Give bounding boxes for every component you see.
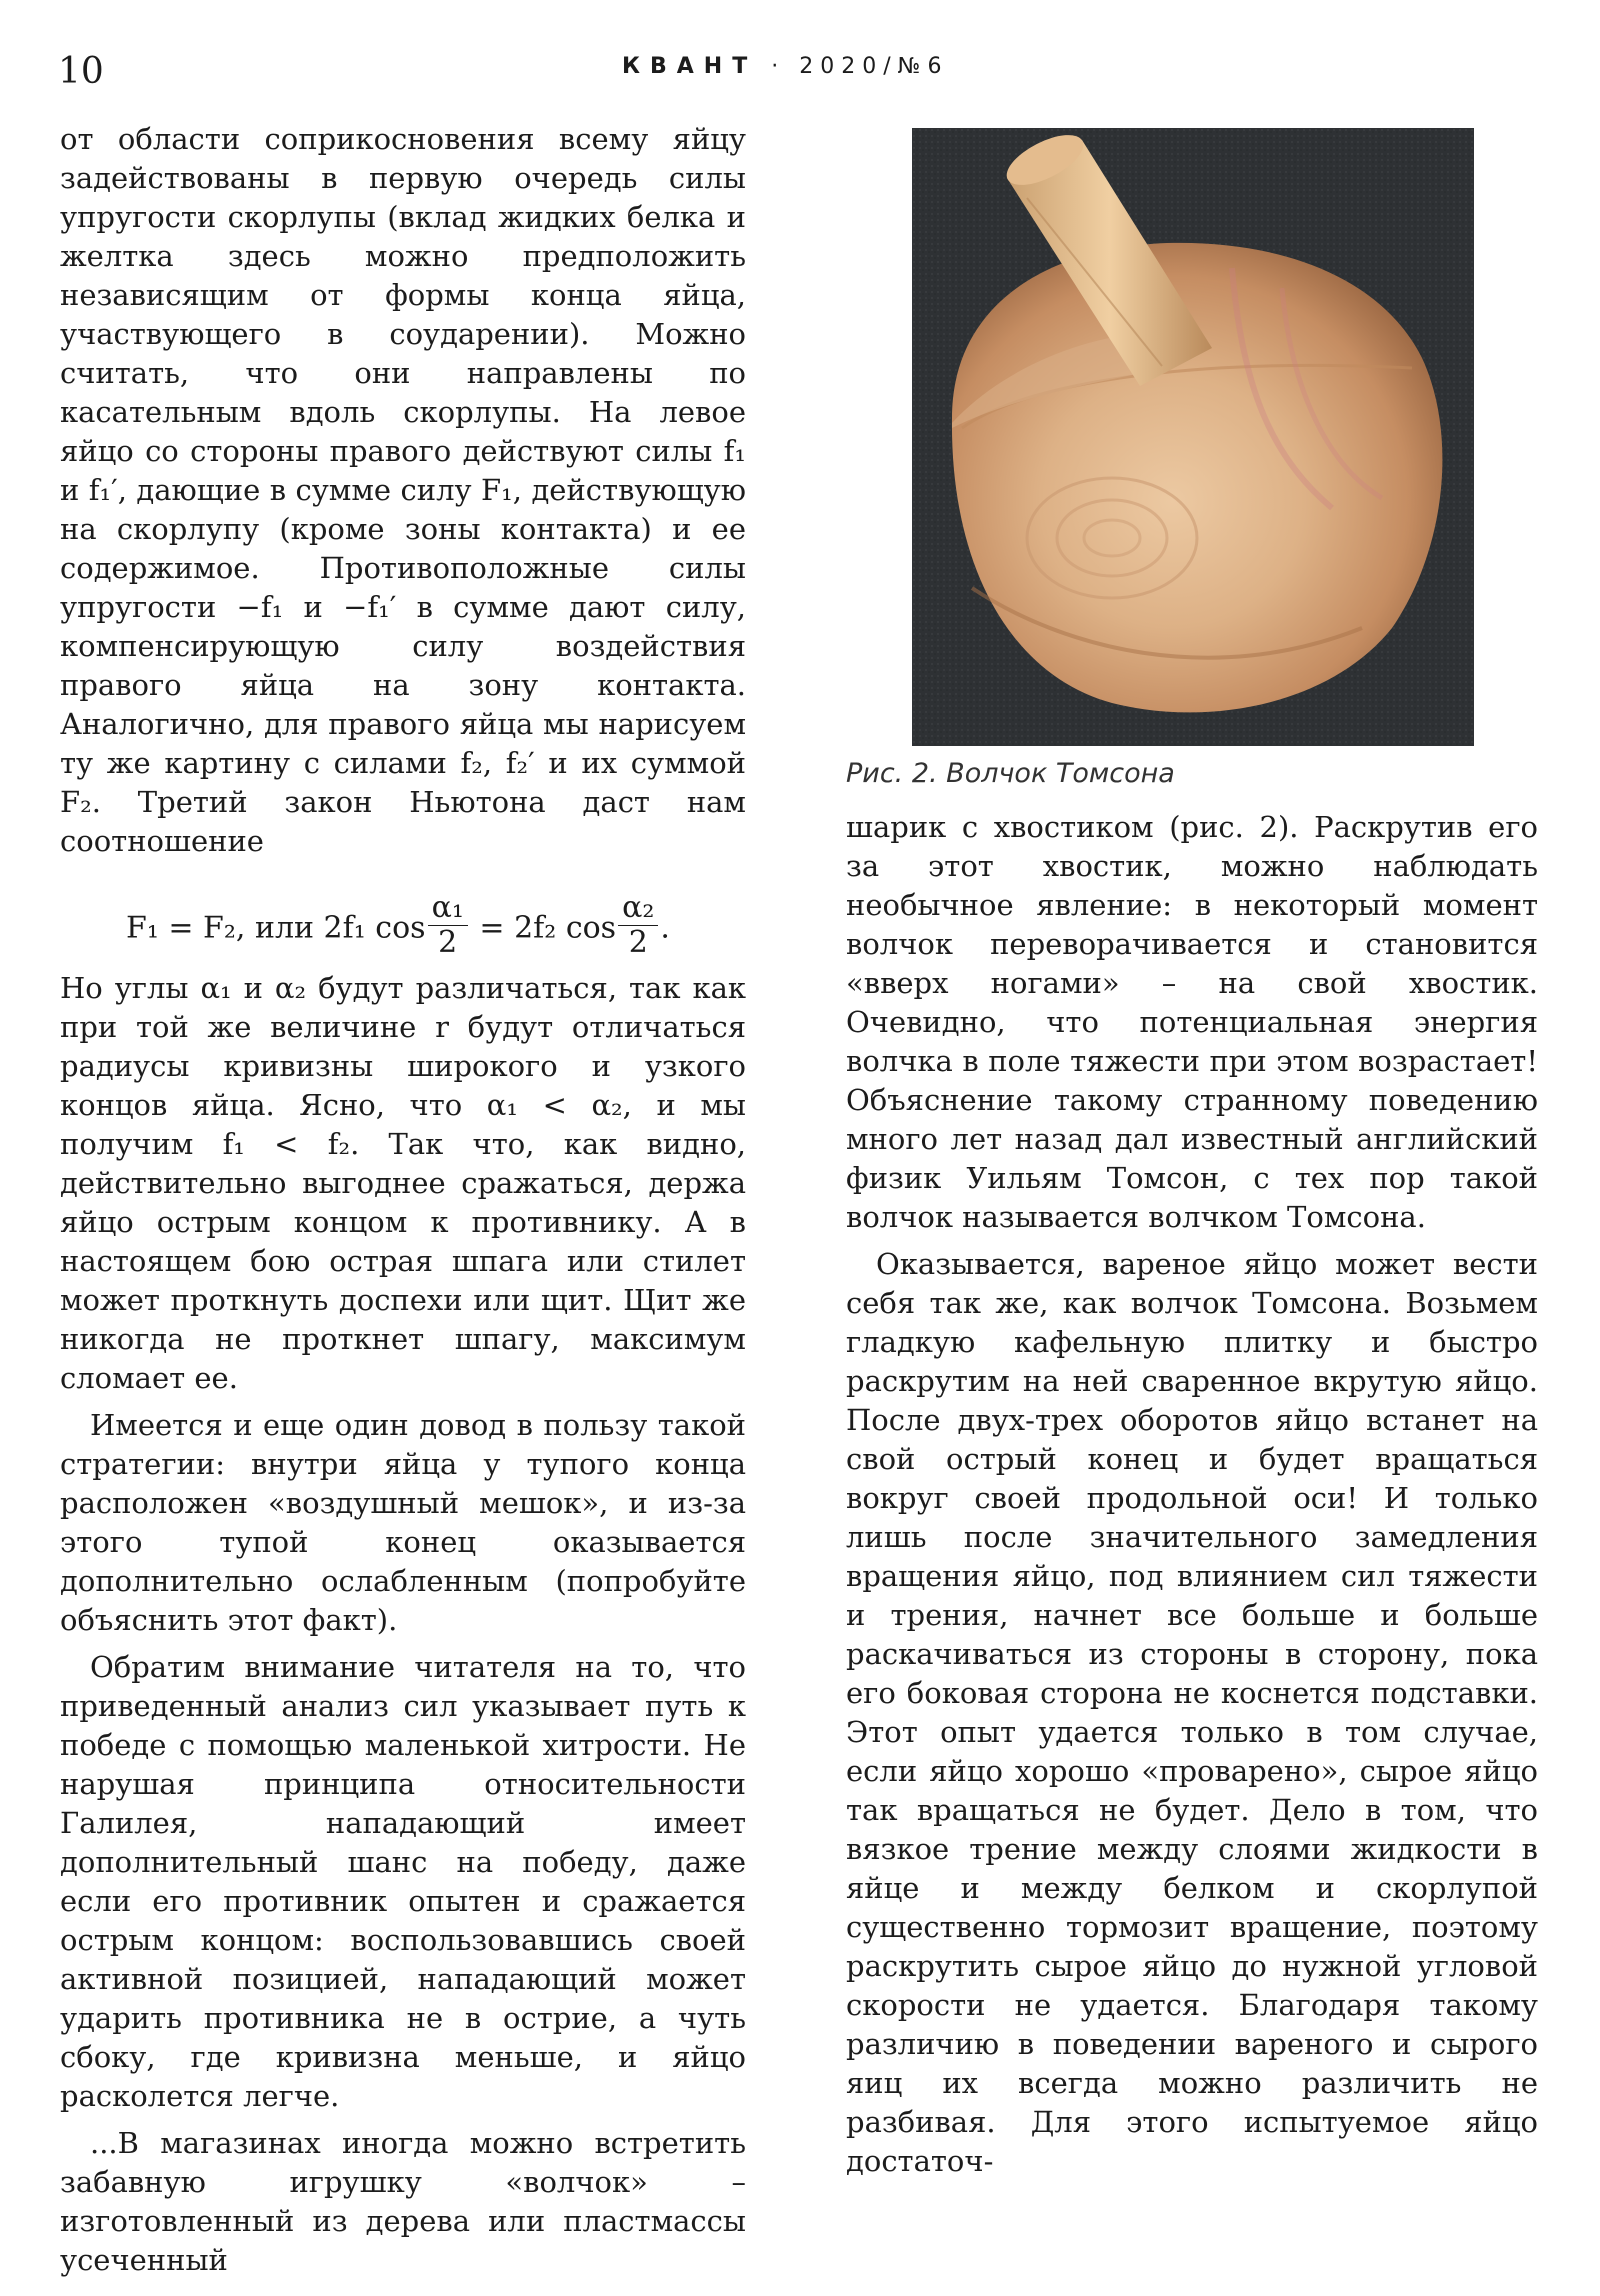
formula-end: .	[660, 910, 670, 946]
running-head	[622, 50, 948, 84]
paragraph: от области соприкосновения всему яйцу задействованы в первую очередь силы упругости скорлупы (вклад жидких белка и желтка здесь можно предположить независящим от формы конца яйца, участвующего в соударении). Можно считать, что они направлены по касательным вдоль скорлупы. На левое яйцо со стороны правого действуют силы f₁ и f₁′, дающие в сумме силу F₁, действующую на скорлупу (кроме зоны контакта) и ее содержимое. Противоположные силы упругости −f₁ и −f₁′ в сумме дают силу, компенсирующую силу воздействия правого яйца на зону контакта. Аналогично, для правого яйца мы нарисуем ту же картину с силами f₂, f₂′ и их суммой F₂. Третий закон Ньютона даст нам соотношение	[60, 122, 746, 858]
issue-number: 2020/№6	[799, 54, 949, 79]
paragraph: шарик с хвостиком (рис. 2). Раскрутив его за этот хвостик, можно наблюдать необычное явление: в некоторый момент волчок переворачивается и становится «вверх ногами» – на свой хвостик. Очевидно, что потенциальная энергия волчка в поле тяжести при этом возрастает! Объяснение такому странному поведению много лет назад дал известный английский физик Уильям Томсон, с тех пор такой волчок называется волчком Томсона.	[846, 810, 1538, 1234]
paragraph: Обратим внимание читателя на то, что приведенный анализ сил указывает путь к победе с помощью маленькой хитрости. Не нарушая принципа относительности Галилея, нападающий имеет дополнительный шанс на победу, даже если его противник опытен и сражается острым концом: воспользовавшись своей активной позицией, нападающий может ударить противника не в острие, а чуть сбоку, где кривизна меньше, и яйцо расколется легче.	[60, 1650, 746, 2113]
fraction-numerator: α₂	[618, 891, 658, 926]
paragraph: Имеется и еще один довод в пользу такой стратегии: внутри яйца у тупого конца расположен «воздушный мешок», и из-за этого тупой конец оказывается дополнительно ослабленным (попробуйте объяснить этот факт).	[60, 1408, 746, 1637]
fraction-denominator: 2	[628, 925, 648, 960]
paragraph: ...В магазинах иногда можно встретить забавную игрушку «волчок» – изготовленный из дерева или пластмассы усеченный	[60, 2126, 746, 2277]
wooden-top-image	[912, 128, 1474, 746]
formula	[60, 873, 746, 963]
right-column	[846, 808, 1538, 2181]
figure-caption: Рис. 2. Волчок Томсона	[846, 758, 1175, 789]
top-body	[952, 243, 1442, 713]
fraction-alpha2	[618, 891, 658, 960]
page-number: 10	[58, 51, 104, 92]
journal-name: КВАНТ	[622, 54, 758, 79]
header-separator: ·	[771, 54, 786, 79]
figure-thomson-top	[912, 128, 1474, 746]
left-column	[60, 120, 746, 2280]
fraction-numerator: α₁	[428, 891, 468, 926]
formula-left: F₁ = F₂, или 2f₁ cos	[126, 910, 426, 946]
paragraph: Но углы α₁ и α₂ будут различаться, так как при той же величине r будут отличаться радиусы кривизны широкого и узкого концов яйца. Ясно, что α₁ < α₂, и мы получим f₁ < f₂. Так что, как видно, действительно выгоднее сражаться, держа яйцо острым концом к противнику. А в настоящем бою острая шпага или стилет может проткнуть доспехи или щит. Щит же никогда не проткнет шпагу, максимум сломает ее.	[60, 971, 746, 1395]
paragraph: Оказывается, вареное яйцо может вести себя так же, как волчок Томсона. Возьмем гладкую кафельную плитку и быстро раскрутим на ней сваренное вкрутую яйцо. После двух-трех оборотов яйцо встанет на свой острый конец и будет вращаться вокруг своей продольной оси! И только лишь после значительного замедления вращения яйцо, под влиянием сил тяжести и трения, начнет все больше и больше раскачиваться из стороны в сторону, пока его боковая сторона не коснется подставки. Этот опыт удается только в том случае, если яйцо хорошо «проварено», сырое яйцо так вращаться не будет. Дело в том, что вязкое трение между слоями жидкости в яйце и между белком и скорлупой существенно тормозит вращение, поэтому раскрутить сырое яйцо до нужной угловой скорости не удается. Благодаря такому различию в поведении вареного и сырого яиц их всегда можно различить не разбивая. Для этого испытуемое яйцо достаточ-	[846, 1247, 1538, 2178]
fraction-denominator: 2	[438, 925, 458, 960]
fraction-alpha1	[428, 891, 468, 960]
formula-middle: = 2f₂ cos	[469, 910, 617, 946]
